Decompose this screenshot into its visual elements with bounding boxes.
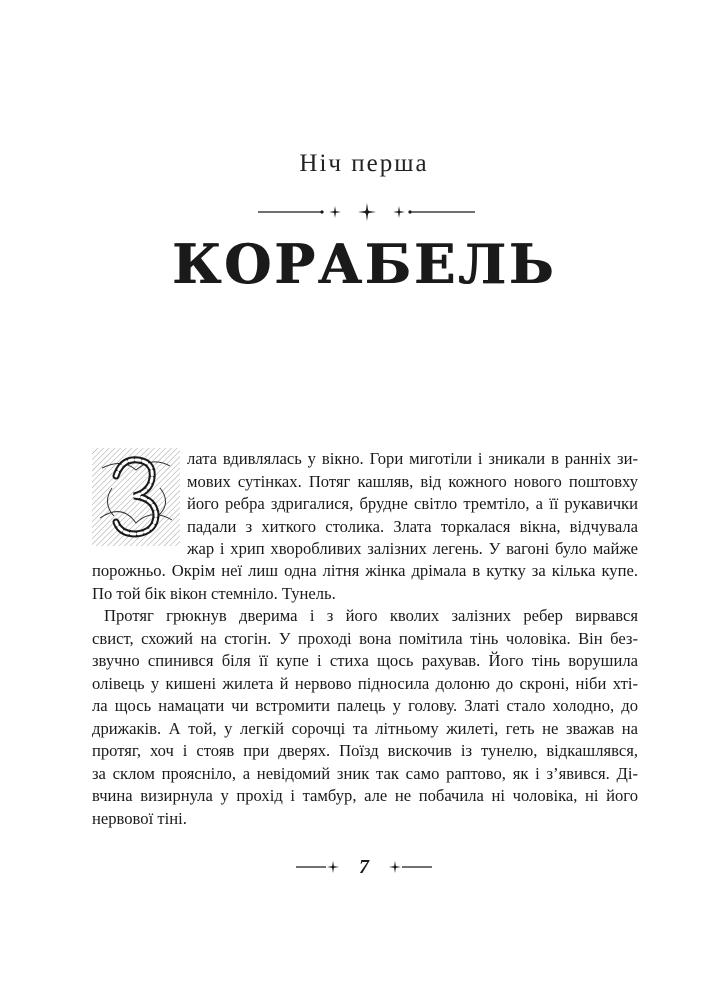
text-line: жар і хрип хворобливих залізних легень. У вагоні було майже: [187, 539, 638, 558]
text-line: По той бік вікон стемніло. Тунель.: [92, 583, 336, 603]
dropcap-ornament: [92, 448, 180, 546]
text-line: падали з хиткого столика. Злата торкалася вікна, відчувала: [187, 516, 638, 536]
paragraph-1-full: [92, 560, 638, 605]
page-number: 7: [359, 856, 369, 878]
text-line: протяг, хоч і стояв при дверях. Поїзд вискочив із тунелю, відкашлявся,: [92, 741, 638, 760]
text-line: нервової тіні.: [92, 808, 187, 828]
text-line: мових сутінках. Потяг кашляв, від кожного нового поштовху: [187, 471, 638, 491]
ornament-divider-top: [0, 202, 728, 222]
text-line: Протяг грюкнув дверима і з його кволих залізних ребер вирвався: [104, 606, 638, 625]
text-line: порожньо. Окрім неї лиш одна літня жінка дрімала в кутку за кілька купе.: [92, 561, 638, 580]
paragraph-1-wrapped: [187, 448, 638, 561]
chapter-subtitle: Ніч перша: [299, 150, 429, 177]
text-line: вчина визирнула у прохід і тамбур, але не побачила ні чоловіка, ні його: [92, 786, 638, 805]
text-line: свист, схожий на стогін. У проході вона помітила тінь чоловіка. Він без-: [92, 628, 638, 648]
paragraph-2: [92, 605, 638, 830]
chapter-title: КОРАБЕЛЬ: [171, 232, 557, 296]
text-line: дрижаків. А той, у легкій сорочці та літньому жилеті, геть не зважав на: [92, 718, 638, 738]
text-line: за склом прояснілo, а невідомий зник так само раптово, як і з’явився. Ді-: [92, 763, 638, 783]
text-line: олівець у кишені жилета й нервово підносила долоню до скроні, ніби хті-: [92, 673, 638, 693]
text-line: лата вдивлялась у вікно. Гори миготіли і зникали в ранніх зи-: [187, 449, 638, 468]
text-line: звучно спинився біля її купе і стиха щось рахував. Його тінь ворушила: [92, 651, 638, 670]
dropcap-letter: З: [135, 508, 137, 509]
text-line: його ребра здригалися, брудне світло тремтіло, а її рукавички: [187, 494, 638, 513]
text-line: ла щось намацати чи встромити палець у голову. Златі стало холодно, до: [92, 696, 638, 715]
